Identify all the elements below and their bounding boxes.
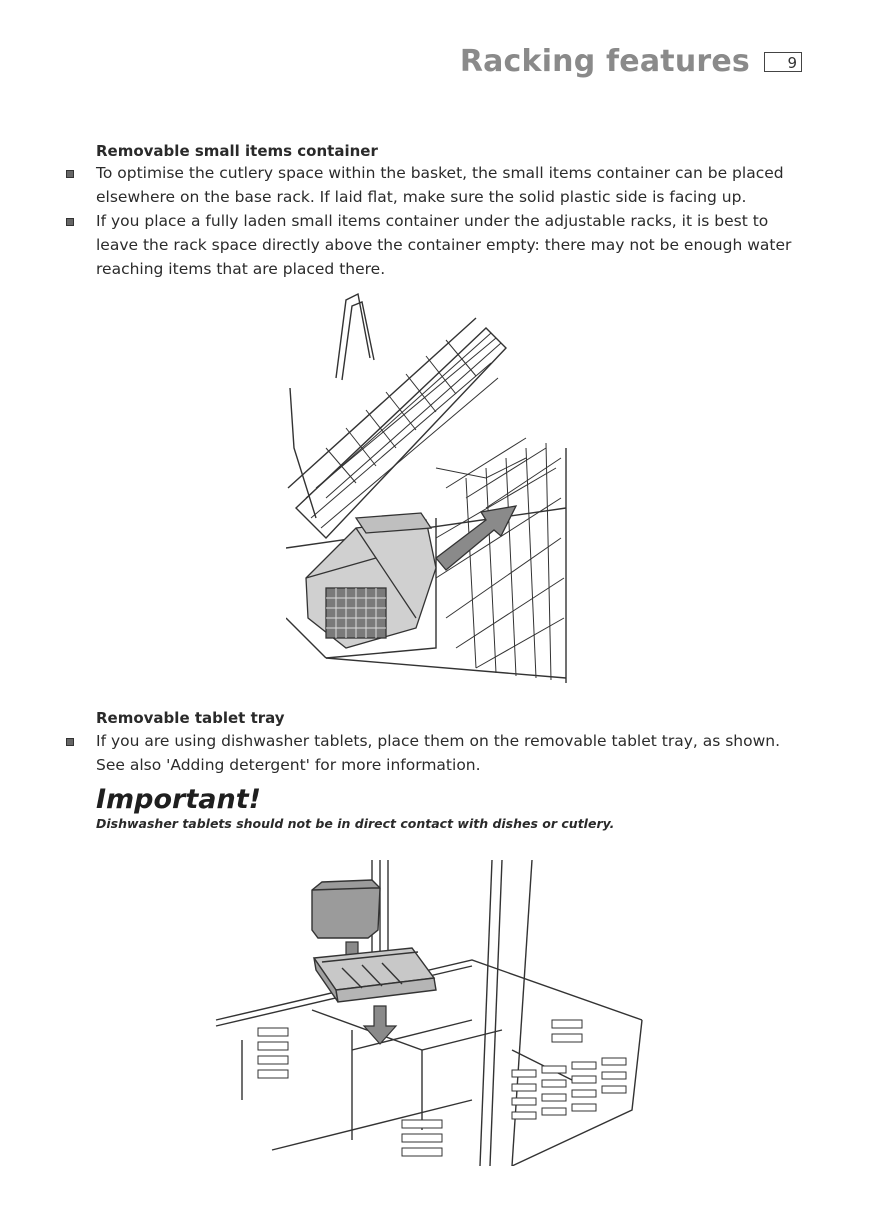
bullet-marker [66,218,74,226]
page-title: Racking features [459,44,750,79]
bullet-marker [66,170,74,178]
section-heading-tablet-tray: Removable tablet tray [96,709,285,727]
bullet-text: To optimise the cutlery space within the basket, the small items container can be placed elsewhere on the base rack. If laid flat, make sure the solid plastic side is facing up. [96,164,784,206]
page-number: 9 [764,52,802,72]
important-text: Dishwasher tablets should not be in direct contact with dishes or cutlery. [96,816,615,831]
bullet-marker [66,738,74,746]
tablet-tray-illustration [212,850,644,1166]
bullet-text: If you place a fully laden small items container under the adjustable racks, it is best to leave the rack space directly above the container empty: there may not be enough water reaching items that are placed there. [96,212,792,278]
small-items-container-illustration [286,288,572,690]
bullet-text: If you are using dishwasher tablets, place them on the removable tablet tray, as shown. [96,732,781,750]
important-title: Important! [96,784,261,815]
section-heading-small-items-container: Removable small items container [96,142,378,160]
bullet-text-continuation: See also 'Adding detergent' for more information. [96,756,481,774]
